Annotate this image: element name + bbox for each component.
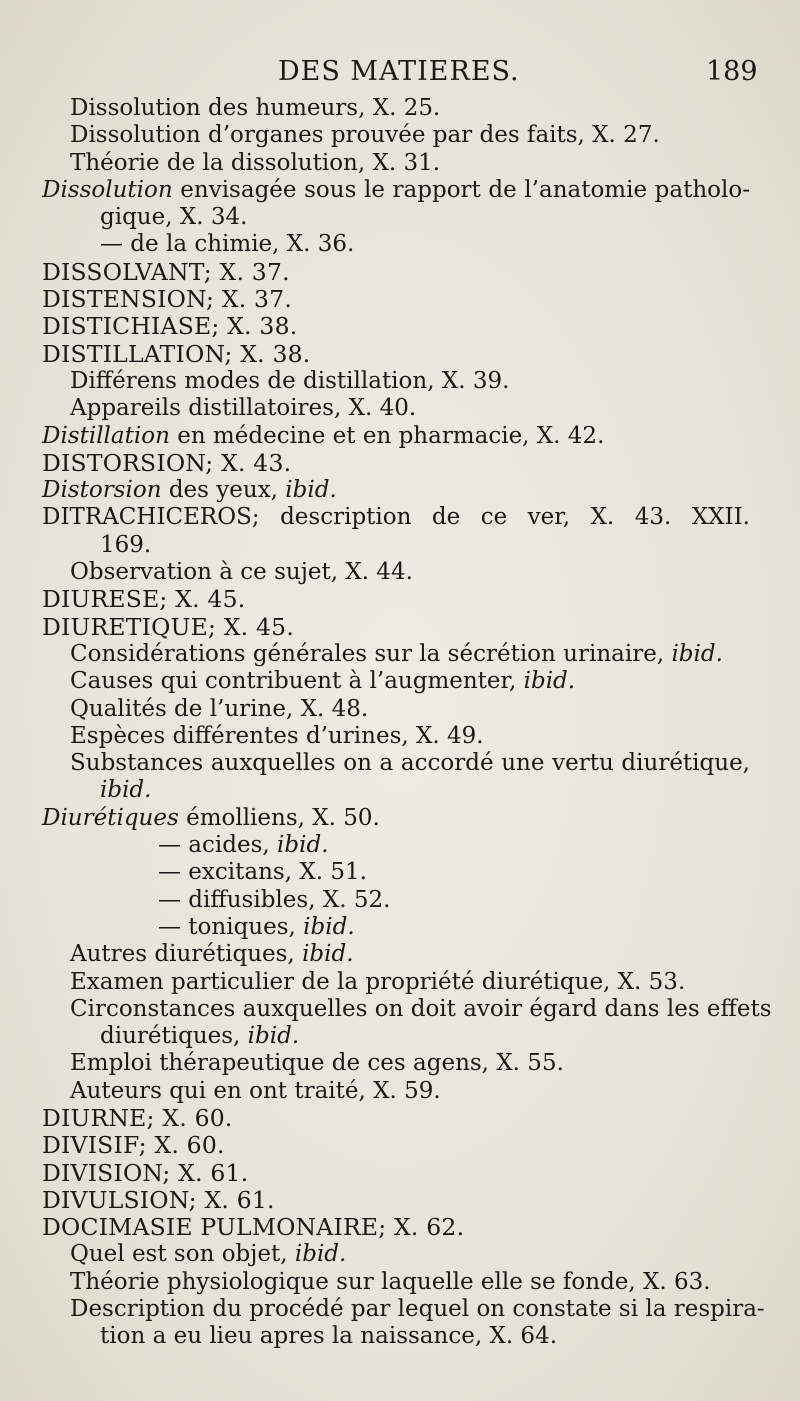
running-title: DES MATIERES. bbox=[278, 56, 520, 87]
index-entry-text bbox=[42, 613, 294, 641]
entry-fragment: envisagée sous le rapport de l’anatomie patholo- bbox=[172, 176, 750, 203]
italic-term: ibid. bbox=[285, 477, 337, 504]
index-entry-line bbox=[0, 395, 780, 422]
entry-fragment: Circonstances auxquelles on doit avoir égard dans les effets bbox=[70, 995, 772, 1022]
entry-fragment: Considérations générales sur la sécrétion urinaire, bbox=[70, 640, 672, 667]
index-entry-text bbox=[70, 1269, 711, 1295]
italic-term: Distorsion bbox=[42, 477, 162, 504]
index-entry-line bbox=[0, 586, 780, 613]
index-entry-text bbox=[42, 477, 337, 503]
index-entry-text bbox=[42, 449, 291, 477]
index-entry-line bbox=[0, 832, 780, 859]
page-number: 189 bbox=[706, 56, 758, 87]
index-entry-line bbox=[0, 450, 780, 477]
entry-fragment: Emploi thérapeutique de ces agens, X. 55. bbox=[70, 1050, 564, 1077]
entry-fragment: — acides, bbox=[158, 832, 278, 859]
index-entry-line bbox=[0, 641, 780, 668]
index-entry-text bbox=[42, 1159, 248, 1187]
index-entry-line bbox=[0, 1269, 780, 1296]
index-entry-line bbox=[0, 286, 780, 313]
entry-fragment: DIURETIQUE; X. 45. bbox=[42, 612, 294, 641]
entry-fragment: Théorie physiologique sur laquelle elle se fonde, X. 63. bbox=[70, 1268, 711, 1295]
italic-term: Dissolution bbox=[42, 176, 173, 203]
index-entry-text bbox=[42, 423, 604, 449]
entry-fragment: Substances auxquelles on a accordé une vertu diurétique, bbox=[70, 750, 750, 777]
index-entry-text bbox=[70, 668, 575, 694]
entry-fragment: des yeux, bbox=[161, 477, 286, 504]
entry-fragment: DIURNE; X. 60. bbox=[42, 1103, 233, 1132]
index-entry-text bbox=[100, 231, 354, 257]
italic-term: ibid. bbox=[247, 1023, 300, 1050]
index-entry-line bbox=[0, 1050, 780, 1077]
index-entry-line bbox=[0, 504, 780, 531]
index-entry-text bbox=[42, 1131, 225, 1159]
index-entry-line bbox=[0, 1105, 780, 1132]
entry-fragment: Description du procédé par lequel on constate si la respira- bbox=[70, 1296, 765, 1323]
index-entry-line bbox=[0, 777, 780, 804]
index-entry-text bbox=[42, 285, 292, 313]
index-entry-line bbox=[0, 150, 780, 177]
italic-term: Diurétiques bbox=[42, 804, 179, 831]
index-entry-text bbox=[70, 122, 660, 148]
italic-term: Distillation bbox=[42, 422, 170, 449]
italic-term: ibid. bbox=[302, 941, 354, 968]
entry-fragment: Autres diurétiques, bbox=[70, 941, 303, 968]
index-entry-line bbox=[0, 750, 780, 777]
entry-fragment: DITRACHICEROS; description de ce ver, X. 43. XXII. bbox=[42, 504, 750, 531]
index-entry-line bbox=[0, 477, 780, 504]
entry-fragment: DIVISIF; X. 60. bbox=[42, 1131, 225, 1160]
index-entry-line bbox=[0, 177, 780, 204]
entry-fragment: — excitans, X. 51. bbox=[158, 859, 367, 886]
entry-fragment: en médecine et en pharmacie, X. 42. bbox=[169, 422, 605, 449]
entry-fragment: DISTENSION; X. 37. bbox=[42, 285, 293, 314]
index-entry-text bbox=[42, 1104, 233, 1132]
index-entry-text bbox=[100, 777, 151, 803]
index-entry-line bbox=[0, 423, 780, 450]
italic-term: ibid. bbox=[100, 777, 152, 804]
index-entry-line bbox=[0, 1023, 780, 1050]
entry-fragment: Théorie de la dissolution, X. 31. bbox=[70, 149, 441, 176]
index-entry-line bbox=[0, 122, 780, 149]
entry-fragment: DIURESE; X. 45. bbox=[42, 585, 246, 614]
italic-term: ibid. bbox=[523, 668, 576, 695]
index-entry-line bbox=[0, 805, 780, 832]
entry-fragment: Espèces différentes d’urines, X. 49. bbox=[70, 722, 484, 749]
italic-term: ibid. bbox=[303, 913, 355, 940]
index-entry-line bbox=[0, 1241, 780, 1268]
page-header bbox=[0, 56, 800, 92]
index-entry-line bbox=[0, 1214, 780, 1241]
index-entry-text bbox=[100, 204, 247, 230]
entry-fragment: Dissolution d’organes prouvée par des faits, X. 27. bbox=[70, 122, 660, 149]
entry-fragment: — toniques, bbox=[158, 913, 304, 940]
entry-fragment: Différens modes de distillation, X. 39. bbox=[70, 367, 510, 394]
entry-fragment: Quel est son objet, bbox=[70, 1241, 295, 1268]
entry-fragment: Dissolution des humeurs, X. 25. bbox=[70, 95, 441, 121]
index-entry-line bbox=[0, 313, 780, 340]
index-entry-line bbox=[0, 95, 780, 122]
entry-fragment: DISSOLVANT; X. 37. bbox=[42, 257, 290, 286]
index-entry-text bbox=[70, 1050, 564, 1076]
index-entry-line bbox=[0, 204, 780, 231]
entry-fragment: Appareils distillatoires, X. 40. bbox=[70, 395, 417, 422]
entry-fragment: Qualités de l’urine, X. 48. bbox=[70, 695, 369, 722]
entry-fragment: gique, X. 34. bbox=[100, 204, 248, 231]
index-entry-line bbox=[0, 1296, 780, 1323]
index-entry-line bbox=[0, 887, 780, 914]
index-entry-text bbox=[70, 995, 772, 1023]
index-entries bbox=[0, 95, 780, 1351]
entry-fragment: DISTILLATION; X. 38. bbox=[42, 339, 311, 368]
index-entry-text bbox=[158, 887, 390, 913]
italic-term: ibid. bbox=[277, 832, 329, 859]
index-entry-line bbox=[0, 914, 780, 941]
index-entry-line bbox=[0, 532, 780, 559]
entry-fragment: diurétiques, bbox=[100, 1023, 248, 1050]
index-entry-text bbox=[42, 177, 750, 204]
index-entry-text bbox=[42, 585, 245, 613]
index-entry-line bbox=[0, 341, 780, 368]
index-entry-text bbox=[70, 395, 416, 421]
index-entry-line bbox=[0, 231, 780, 258]
index-entry-line bbox=[0, 996, 780, 1023]
index-entry-line bbox=[0, 559, 780, 586]
index-entry-text bbox=[42, 1213, 464, 1241]
index-entry-text bbox=[70, 368, 509, 394]
index-entry-line bbox=[0, 1323, 780, 1350]
index-entry-line bbox=[0, 941, 780, 968]
index-entry-text bbox=[70, 641, 723, 667]
index-entry-text bbox=[70, 1078, 441, 1104]
index-entry-line bbox=[0, 1160, 780, 1187]
entry-fragment: Causes qui contribuent à l’augmenter, bbox=[70, 668, 524, 695]
index-entry-text bbox=[70, 723, 484, 749]
entry-fragment: DISTICHIASE; X. 38. bbox=[42, 312, 298, 341]
index-entry-text bbox=[70, 969, 685, 995]
entry-fragment: 169. bbox=[100, 531, 152, 558]
index-entry-text bbox=[100, 1023, 299, 1049]
index-entry-text bbox=[70, 150, 440, 176]
index-entry-text bbox=[42, 504, 750, 531]
entry-fragment: tion a eu lieu apres la naissance, X. 64. bbox=[100, 1323, 558, 1350]
index-entry-line bbox=[0, 859, 780, 886]
index-entry-text bbox=[42, 1186, 275, 1214]
entry-fragment: Observation à ce sujet, X. 44. bbox=[70, 559, 413, 586]
entry-fragment: émolliens, X. 50. bbox=[178, 804, 380, 831]
index-entry-line bbox=[0, 696, 780, 723]
index-entry-text bbox=[70, 95, 440, 121]
index-entry-text bbox=[42, 258, 290, 286]
index-entry-line bbox=[0, 614, 780, 641]
index-entry-line bbox=[0, 1132, 780, 1159]
index-entry-text bbox=[70, 1241, 346, 1267]
index-entry-text bbox=[70, 1296, 765, 1323]
entry-fragment: — diffusibles, X. 52. bbox=[158, 886, 391, 913]
index-entry-text bbox=[158, 914, 355, 940]
index-entry-text bbox=[70, 941, 354, 967]
index-entry-line bbox=[0, 368, 780, 395]
italic-term: ibid. bbox=[671, 640, 723, 667]
index-entry-line bbox=[0, 259, 780, 286]
entry-fragment: DISTORSION; X. 43. bbox=[42, 448, 292, 477]
index-entry-text bbox=[70, 696, 368, 722]
index-entry-text bbox=[158, 832, 329, 858]
index-entry-line bbox=[0, 1187, 780, 1214]
index-entry-text bbox=[100, 532, 151, 558]
index-entry-text bbox=[158, 859, 367, 885]
italic-term: ibid. bbox=[294, 1241, 347, 1268]
index-entry-text bbox=[42, 340, 310, 368]
index-entry-line bbox=[0, 668, 780, 695]
index-entry-text bbox=[70, 750, 750, 777]
index-entry-text bbox=[42, 805, 380, 831]
entry-fragment: — de la chimie, X. 36. bbox=[100, 231, 355, 258]
entry-fragment: DIVULSION; X. 61. bbox=[42, 1185, 275, 1214]
index-entry-text bbox=[42, 312, 297, 340]
entry-fragment: DOCIMASIE PULMONAIRE; X. 62. bbox=[42, 1213, 465, 1242]
index-entry-text bbox=[70, 559, 413, 585]
entry-fragment: DIVISION; X. 61. bbox=[42, 1158, 249, 1187]
index-entry-line bbox=[0, 723, 780, 750]
index-entry-line bbox=[0, 969, 780, 996]
index-entry-text bbox=[100, 1323, 557, 1349]
index-entry-line bbox=[0, 1078, 780, 1105]
entry-fragment: Auteurs qui en ont traité, X. 59. bbox=[70, 1077, 441, 1104]
entry-fragment: Examen particulier de la propriété diurétique, X. 53. bbox=[70, 968, 686, 995]
